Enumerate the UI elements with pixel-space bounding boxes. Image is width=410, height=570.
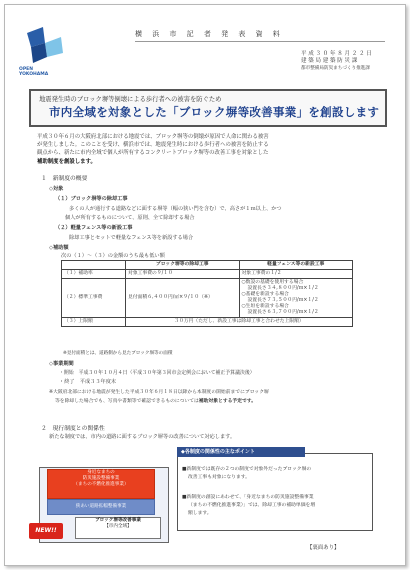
table-header: ブロック塀等の除却工事 — [126, 261, 239, 270]
logo-text — [19, 67, 48, 77]
diagram-label: 【市内全域】 — [104, 524, 132, 529]
table-row — [62, 261, 353, 270]
fence-price: 設置長さ３４,８００円/ｍ×１/２ — [247, 286, 319, 291]
yokohama-logo-icon — [23, 25, 69, 71]
intro-paragraph — [37, 133, 367, 166]
subsidy-text: 次の（１）～（３）の金額のうち最も低い額 — [61, 253, 165, 259]
table-cell: （２）標準工事費 — [62, 279, 126, 318]
new-badge: NEW!! — [29, 523, 63, 539]
header-divider — [135, 41, 385, 42]
fence-option: ○基礎を新設する場合 — [241, 292, 289, 297]
table-cell: （３）上限額 — [62, 318, 126, 327]
intro-line: 平成３０年６月の大阪府北部における地震では、ブロック塀等の倒壊が原因で人命に関わる被害 — [37, 134, 269, 140]
fence-price: 設置長さ７３,５００円/ｍ×１/２ — [247, 298, 319, 303]
item2-title: （２）軽量フェンス等の新設工事 — [55, 225, 133, 231]
logo-line2: YOKOHAMA — [19, 72, 49, 77]
key-points-heading: ◆各制度の関係性の主なポイント — [177, 447, 305, 457]
narrow-road-program-box — [47, 499, 155, 515]
issue-info — [301, 51, 372, 72]
period-start: ・開始 平成３０年１０月４日（平成３０年第３回市会定例会において補正予算議決後） — [59, 370, 255, 376]
table-row — [62, 279, 353, 318]
retroactive-note: ※大阪府北部における地震が発生した平成３０年６月１８日以降から本制度の開始前までにブロック塀 — [49, 390, 269, 395]
table-row — [62, 270, 353, 279]
table-row — [62, 318, 353, 327]
table-cell — [62, 261, 126, 270]
item1-title: （１）ブロック塀等の除却工事 — [55, 196, 128, 202]
diagram-label: 身近なまちの — [87, 470, 115, 475]
table-cell: 見付面積６,４００円/㎡×９/１０（※） — [126, 279, 239, 318]
table-cell: ３０万円（ただし、新設工事は除却工事と合わせた上限額） — [126, 318, 353, 327]
subsidy-label: ◇補助額 — [49, 245, 69, 251]
table-cell: 対象工事費の１/２ — [239, 270, 353, 279]
subsidy-table — [61, 260, 353, 327]
diagram-label: （まちの不燃化推進事業） — [73, 482, 129, 487]
disaster-facility-program-box — [47, 469, 155, 499]
section2-heading: ２ 現行制度との関係性 — [41, 426, 105, 432]
point-text: 改善工事も対象になります。 — [188, 475, 250, 480]
period-end: ・終了 平成３３年度末 — [59, 379, 117, 385]
subtitle: 地震発生時のブロック塀等倒壊による歩行者への被害を防ぐため — [39, 96, 222, 103]
intro-emphasis: 補助制度を創設します。 — [37, 158, 96, 165]
table-cell: （１）補助率 — [62, 270, 126, 279]
point-text: （まちの不燃化推進事業）」では、除却工事の補助単価を増 — [188, 503, 316, 508]
diagram-label: ブロック塀等改善事業 — [95, 518, 141, 523]
document-page — [4, 4, 406, 566]
title-box — [29, 89, 387, 127]
point-text: ■新制度の創設にあわせて、「身近なまちの防災施設整備事業 — [182, 495, 314, 500]
item2-text: 除却工事とセットで軽量なフェンス等を新設する場合 — [69, 235, 194, 241]
table-cell: 対象工事費の９/１０ — [126, 270, 239, 279]
fence-option: ○数設の基礎を使用する場合 — [241, 280, 304, 285]
target-label: ◇対象 — [49, 186, 64, 192]
fence-option: ○生垣を新設する場合 — [241, 304, 289, 309]
section2-text: 新たな制度では、市内の道路に面するブロック塀等の改善について対応します。 — [49, 434, 236, 440]
item1-text: 多くの人が通行する道路などに面する塀等（幅の狭い門を含む）で、高さが１ｍ以上、かつ — [69, 206, 282, 212]
note-visible-area: ※見付面積とは、道路側から見たブロック塀等の面積 — [63, 351, 173, 356]
retroactive-note — [55, 397, 256, 404]
issue-date: 平 成 ３ ０ 年 ８ 月 ２ ２ 日 — [301, 51, 372, 57]
intro-line: 観点から、新たに市内全域で個人が所有するコンクリートブロック塀等の改善工事を対象とした — [37, 150, 269, 157]
table-cell — [239, 279, 353, 318]
intro-line: が発生しました。このことを受け、横浜市では、地震発生時における歩行者への被害を防止する — [37, 142, 269, 149]
fence-price: 設置長さ６３,７００円/ｍ×１/２ — [247, 310, 319, 315]
reverse-side-note: 【裏面あり】 — [307, 545, 340, 551]
point-text: 額します。 — [188, 511, 212, 516]
main-title: 市内全域を対象とした「ブロック塀等改善事業」を創設します — [49, 105, 380, 119]
period-label: ◇事業期間 — [49, 361, 74, 367]
point-text: ■新制度では既存の２つの制度で対象外だったブロック塀の — [182, 467, 312, 472]
key-points-box — [177, 453, 373, 531]
retroactive-text: 等を除却した場合でも、写真や書類等で確認できるものについては — [55, 399, 199, 404]
department-1: 建 築 局 建 築 防 災 課 — [301, 58, 358, 64]
department-2: 都市整備局防災まちづくり推進課 — [301, 66, 370, 71]
diagram-label: 防災施設整備事業 — [82, 476, 120, 481]
table-header: 軽量フェンス等の新設工事 — [239, 261, 353, 270]
diagram-label: 狭あい道路拡幅整備事業 — [75, 504, 127, 509]
retroactive-emphasis: 補助対象とする予定です。 — [198, 399, 257, 404]
section1-heading: １ 新制度の概要 — [41, 176, 88, 182]
block-wall-program-box — [75, 517, 161, 539]
item1-text: 個人が所有するものについて、原則、全て除却する場合 — [65, 215, 195, 221]
press-release-header: 横 浜 市 記 者 発 表 資 料 — [135, 30, 284, 38]
logo-line1: OPEN — [19, 67, 33, 72]
